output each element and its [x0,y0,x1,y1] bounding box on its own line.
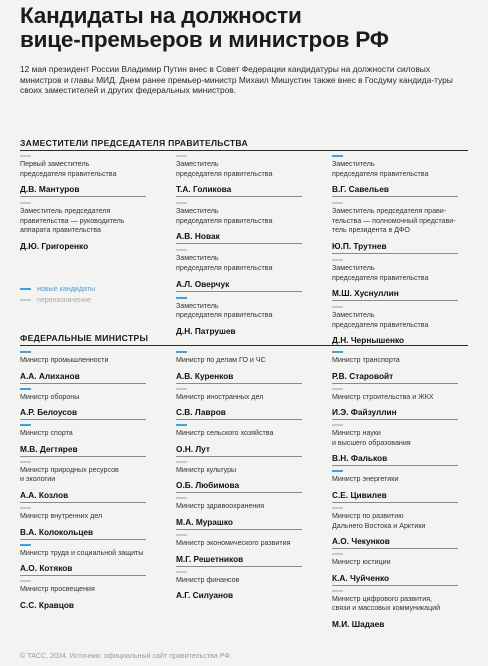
new-marker [176,297,187,299]
ministers-position: Министр спорта [20,429,73,438]
ministers-name: О.Н. Лут [176,443,210,454]
deputies-position: Заместитель председателя правительства [332,160,429,178]
deputies-heading-rule [20,150,468,151]
reassigned-marker [176,497,187,499]
new-marker [176,351,187,353]
new-marker [332,351,343,353]
reassigned-marker [176,461,187,463]
lead-paragraph: 12 мая президент России Владимир Путин внес в Совет Федерации кандидатуры на должности силовых министров и главы МИД. Днем ранее премьер-министр Михаил Мишустин также внес в Госдуму кандида-туры своих заместителей и других федеральных министров. [20,64,453,96]
ministers-name: М.Г. Решетников [176,553,244,564]
entry-divider [20,575,146,576]
entry-divider [176,291,302,292]
ministers-position: Министр по развитию Дальнего Востока и Арктики [332,512,426,530]
deputies-name: А.Л. Оверчук [176,278,230,289]
reassigned-marker [332,306,343,308]
ministers-name: М.И. Шадаев [332,618,385,629]
ministers-name: А.Г. Силуанов [176,590,234,601]
deputies-name: Д.Н. Патрушев [176,325,236,336]
deputies-name: Д.Ю. Григоренко [20,240,89,251]
ministers-position: Министр здравоохранения [176,502,265,511]
ministers-name: А.В. Куренков [176,370,234,381]
reassigned-marker [332,388,343,390]
ministers-name: А.Р. Белоусов [20,407,78,418]
reassigned-marker [332,507,343,509]
deputies-position: Заместитель председателя правительства — руководитель аппарата правительства [20,207,125,235]
ministers-name: Р.В. Старовойт [332,370,394,381]
deputies-position: Заместитель председателя правительства [176,207,273,225]
ministers-position: Министр цифрового развития, связи и массовых коммуникаций [332,594,441,613]
reassigned-marker [20,155,31,157]
ministers-name: К.А. Чуйченко [332,572,390,583]
ministers-name: М.А. Мурашко [176,516,233,527]
ministers-name: С.В. Лавров [176,407,226,418]
entry-divider [20,196,146,197]
entry-divider [176,492,302,493]
deputies-name: Д.Н. Чернышенко [332,335,405,346]
new-marker [20,424,31,426]
entry-divider [332,253,458,254]
reassigned-marker [176,155,187,157]
deputies-position: Заместитель председателя правительства [332,311,429,329]
entry-divider [20,502,146,503]
footer-credit: © ТАСС, 2024. Источник: официальный сайт правительства РФ. [20,652,232,660]
entry-divider [176,419,302,420]
ministers-position: Министр экономического развития [176,539,291,547]
reassigned-marker [176,202,187,204]
entry-divider [20,419,146,420]
legend-reassigned-label: переназначение [37,296,91,304]
entry-divider [176,383,302,384]
entry-divider [332,300,458,301]
new-marker [332,155,343,157]
ministers-position: Министр труда и социальной защиты [20,548,144,557]
deputies-position: Первый заместитель председателя правительства [20,160,117,178]
ministers-position: Министр энергетики [332,475,399,484]
reassigned-marker [20,461,31,463]
ministers-name: А.О. Котяков [20,563,73,574]
reassigned-marker [332,424,343,426]
deputies-heading: ЗАМЕСТИТЕЛИ ПРЕДСЕДАТЕЛЯ ПРАВИТЕЛЬСТВА [20,138,248,148]
deputies-name: Ю.П. Трутнев [332,240,387,251]
deputies-name: В.Г. Савельев [332,184,389,195]
ministers-position: Министр науки и высшего образования [332,429,411,447]
ministers-position: Министр природных ресурсов и экологии [20,465,119,484]
ministers-name: А.О. Чекунков [332,536,390,547]
ministers-heading-rule [20,345,468,346]
reassigned-marker [176,534,187,536]
reassigned-marker [332,259,343,261]
ministers-position: Министр культуры [176,465,237,474]
deputies-position: Заместитель председателя прави- тельства — полномочный представи- тель президента в ДФО [332,207,456,235]
ministers-position: Министр внутренних дел [20,512,103,520]
deputies-position: Заместитель председателя правительства [176,160,273,178]
entry-divider [176,243,302,244]
reassigned-marker [20,299,31,301]
ministers-position: Министр по делам ГО и ЧС [176,356,266,364]
reassigned-marker [176,249,187,251]
ministers-name: С.Е. Цивилев [332,489,387,500]
entry-divider [332,465,458,466]
new-marker [20,388,31,390]
ministers-position: Министр обороны [20,392,80,401]
ministers-position: Министр просвещения [20,585,95,594]
ministers-name: А.А. Козлов [20,489,69,500]
ministers-name: М.В. Дегтярев [20,443,78,454]
reassigned-marker [20,507,31,509]
ministers-name: А.А. Алиханов [20,370,80,381]
ministers-position: Министр сельского хозяйства [176,429,274,438]
new-marker [332,470,343,472]
legend-new-label: новые кандидаты [37,285,96,293]
reassigned-marker [332,553,343,555]
reassigned-marker [332,590,343,592]
entry-divider [20,539,146,540]
entry-divider [20,456,146,457]
entry-divider [332,383,458,384]
reassigned-marker [176,571,187,573]
entry-divider [332,196,458,197]
entry-divider [332,585,458,586]
entry-divider [332,419,458,420]
deputies-position: Заместитель председателя правительства [332,264,429,282]
ministers-position: Министр строительства и ЖКХ [332,392,434,401]
new-marker [20,288,31,290]
deputies-name: Т.А. Голикова [176,184,232,195]
page-title: Кандидаты на должности вице-премьеров и министров РФ [20,3,389,52]
reassigned-marker [20,202,31,204]
entry-divider [176,566,302,567]
ministers-name: В.А. Колокольцев [20,526,94,537]
ministers-position: Министр транспорта [332,356,400,364]
ministers-name: С.С. Кравцов [20,599,75,610]
reassigned-marker [332,202,343,204]
ministers-position: Министр иностранных дел [176,392,264,401]
deputies-name: А.В. Новак [176,231,220,242]
entry-divider [332,548,458,549]
ministers-heading: ФЕДЕРАЛЬНЫЕ МИНИСТРЫ [20,333,149,343]
new-marker [20,544,31,546]
ministers-name: О.Б. Любимова [176,480,240,491]
entry-divider [176,529,302,530]
entry-divider [176,456,302,457]
ministers-position: Министр финансов [176,575,240,584]
entry-divider [20,383,146,384]
ministers-position: Министр промышленности [20,356,109,364]
deputies-name: Д.В. Мантуров [20,184,80,195]
ministers-position: Министр юстиции [332,558,391,567]
new-marker [20,351,31,353]
entry-divider [176,196,302,197]
deputies-position: Заместитель председателя правительства [176,301,273,320]
ministers-name: В.Н. Фальков [332,453,388,464]
reassigned-marker [176,388,187,390]
reassigned-marker [20,580,31,582]
ministers-name: И.Э. Файзуллин [332,407,397,418]
deputies-name: М.Ш. Хуснуллин [332,288,399,299]
deputies-position: Заместитель председателя правительства [176,254,273,272]
new-marker [176,424,187,426]
entry-divider [332,502,458,503]
